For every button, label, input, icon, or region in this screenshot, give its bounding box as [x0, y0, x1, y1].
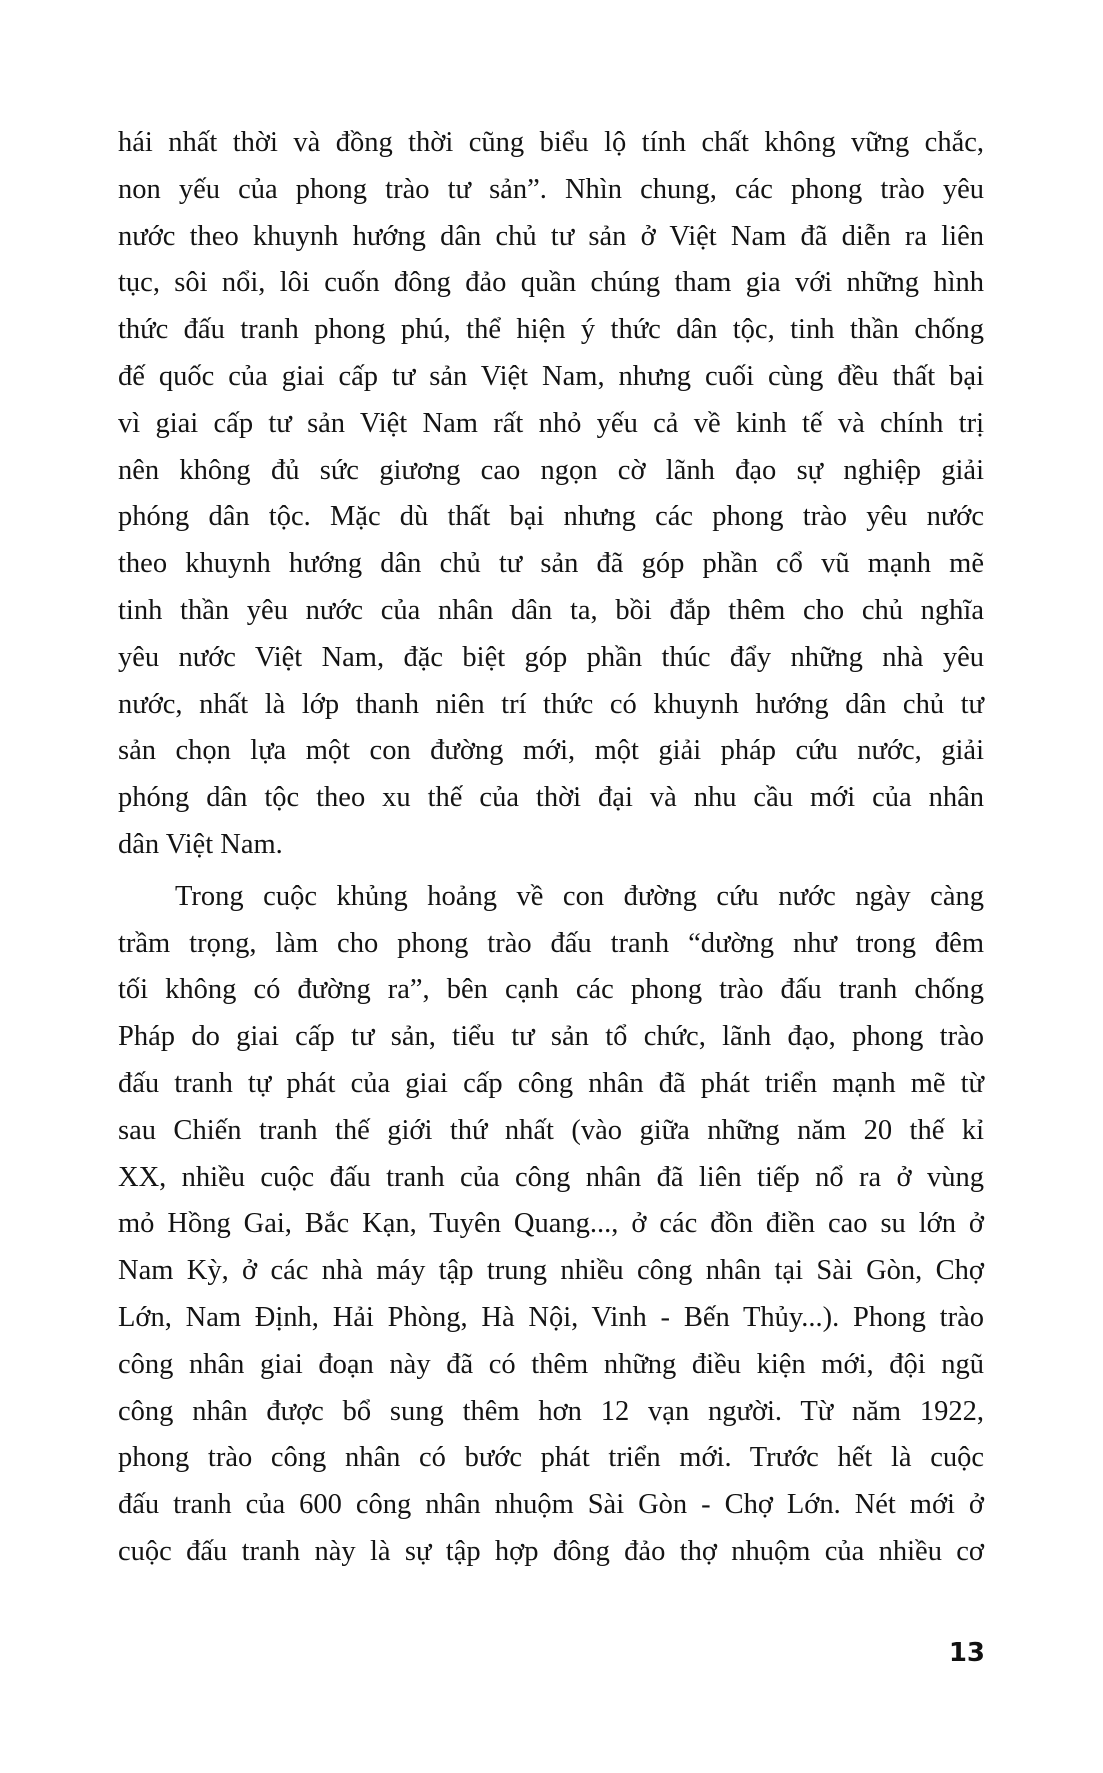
text-line: cuộc đấu tranh này là sự tập hợp đông đảo thợ nhuộm của nhiều cơ — [118, 1535, 984, 1567]
text-line: vì giai cấp tư sản Việt Nam rất nhỏ yếu cả về kinh tế và chính trị — [118, 407, 984, 439]
text-line: tục, sôi nổi, lôi cuốn đông đảo quần chúng tham gia với những hình — [118, 267, 984, 299]
text-line: Trong cuộc khủng hoảng về con đường cứu nước ngày càng — [175, 880, 984, 912]
text-line: Lớn, Nam Định, Hải Phòng, Hà Nội, Vinh - Bến Thủy...). Phong trào — [118, 1301, 984, 1333]
text-line: nước theo khuynh hướng dân chủ tư sản ở Việt Nam đã diễn ra liên — [118, 220, 984, 252]
text-line: đấu tranh của 600 công nhân nhuộm Sài Gòn - Chợ Lớn. Nét mới ở — [118, 1489, 984, 1521]
text-line: XX, nhiều cuộc đấu tranh của công nhân đã liên tiếp nổ ra ở vùng — [118, 1161, 984, 1193]
text-line: công nhân được bổ sung thêm hơn 12 vạn người. Từ năm 1922, — [118, 1395, 984, 1427]
paragraph-1 — [118, 120, 984, 869]
text-line: hái nhất thời và đồng thời cũng biểu lộ tính chất không vững chắc, — [118, 127, 984, 158]
text-line: nước, nhất là lớp thanh niên trí thức có khuynh hướng dân chủ tư — [118, 688, 984, 720]
paragraph-2 — [118, 874, 984, 1576]
text-line: đế quốc của giai cấp tư sản Việt Nam, nhưng cuối cùng đều thất bại — [118, 360, 984, 392]
text-line: công nhân giai đoạn này đã có thêm những điều kiện mới, đội ngũ — [118, 1348, 984, 1380]
text-line: Pháp do giai cấp tư sản, tiểu tư sản tổ chức, lãnh đạo, phong trào — [118, 1021, 984, 1053]
text-line: Nam Kỳ, ở các nhà máy tập trung nhiều công nhân tại Sài Gòn, Chợ — [118, 1255, 984, 1287]
text-line: theo khuynh hướng dân chủ tư sản đã góp phần cổ vũ mạnh mẽ — [118, 548, 984, 580]
text-line: sản chọn lựa một con đường mới, một giải pháp cứu nước, giải — [118, 735, 984, 767]
text-line: nên không đủ sức giương cao ngọn cờ lãnh đạo sự nghiệp giải — [118, 454, 984, 486]
page-number: 13 — [948, 1638, 985, 1668]
text-line: non yếu của phong trào tư sản”. Nhìn chung, các phong trào yêu — [118, 173, 984, 205]
text-line: yêu nước Việt Nam, đặc biệt góp phần thúc đẩy những nhà yêu — [118, 641, 984, 673]
text-line: trầm trọng, làm cho phong trào đấu tranh “dường như trong đêm — [118, 927, 984, 959]
text-line: tinh thần yêu nước của nhân dân ta, bồi đắp thêm cho chủ nghĩa — [118, 594, 984, 626]
text-line: phong trào công nhân có bước phát triển mới. Trước hết là cuộc — [118, 1442, 984, 1474]
text-line: sau Chiến tranh thế giới thứ nhất (vào giữa những năm 20 thế kỉ — [118, 1114, 984, 1146]
text-line: phóng dân tộc. Mặc dù thất bại nhưng các phong trào yêu nước — [118, 501, 984, 533]
text-line: tối không có đường ra”, bên cạnh các phong trào đấu tranh chống — [118, 974, 984, 1006]
text-line: đấu tranh tự phát của giai cấp công nhân đã phát triển mạnh mẽ từ — [118, 1067, 984, 1099]
text-line: phóng dân tộc theo xu thế của thời đại và nhu cầu mới của nhân — [118, 782, 984, 814]
text-line: mỏ Hồng Gai, Bắc Kạn, Tuyên Quang..., ở các đồn điền cao su lớn ở — [118, 1208, 984, 1240]
text-line: dân Việt Nam. — [118, 828, 283, 860]
body-text — [118, 120, 984, 1576]
text-line: thức đấu tranh phong phú, thể hiện ý thức dân tộc, tinh thần chống — [118, 314, 984, 346]
